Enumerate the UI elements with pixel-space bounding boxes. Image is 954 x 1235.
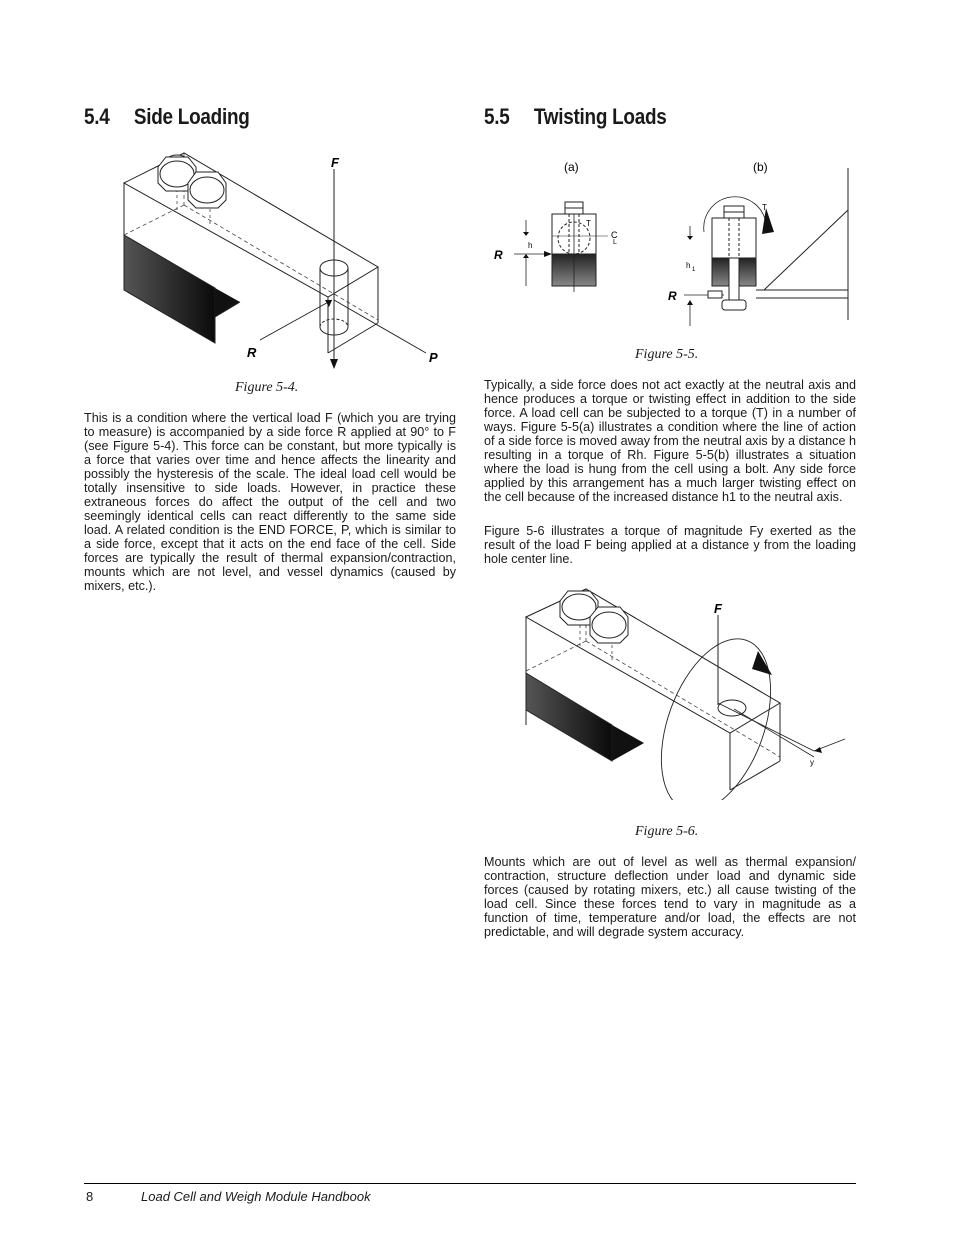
label-h1-sub: 1 (692, 267, 696, 273)
footer-title: Load Cell and Weigh Module Handbook (141, 1189, 371, 1204)
bolt-icon (188, 172, 226, 208)
figure-5-5 (484, 150, 856, 330)
figure-5-4 (100, 145, 450, 370)
figure-5-4-caption: Figure 5-4. (235, 380, 299, 395)
figure-5-6 (520, 585, 855, 800)
label-t-b: T (762, 203, 767, 212)
label-centerline-sub: L (613, 239, 617, 246)
twisting-loads-paragraph-1: Typically, a side force does not act exactly at the neutral axis and hence produces a torque or twisting effect in addition to the side force. A load cell can be subjected to a torque (T) in a number of ways. Figure 5-5(a) illustrates a condition where the line of action of a side force is moved away from the neutral axis by a distance h resulting in a torque of Rh. Figure 5-5(b) illustrates a situation where the load is hung from the cell using a bolt. Any side force applied by this arrangement has a much larger twisting effect on the cell because of the increased distance h1 to the neutral axis. (484, 378, 856, 504)
label-centerline: C (611, 230, 618, 240)
side-loading-paragraph: This is a condition where the vertical load F (which you are trying to measure) is accompanied by a side force R applied at 90° to F (see Figure 5-4). This force can be constant, but more typically is a force that varies over time and hence affects the linearity and possibly the hysteresis of the scale. The ideal load cell would be totally insensitive to side loads. However, in practice these extraneous forces do affect the output of the cell and two seemingly identical cells can react differently to the same side load. A related condition is the END FORCE, P, which is similar to a side force, except that it acts on the end face of the cell. Side forces are typically the result of thermal expansion/contraction, mounts which are not level, and vessel dynamics (caused by mixers, etc.). (84, 411, 456, 593)
figure-5-6-caption: Figure 5-6. (635, 824, 699, 839)
label-y: y (810, 758, 814, 767)
label-r-a: R (494, 248, 503, 262)
label-b: (b) (753, 160, 768, 174)
label-h: h (528, 241, 533, 250)
label-r-b: R (668, 289, 677, 303)
section-title: Side Loading (133, 104, 250, 129)
page-number: 8 (86, 1189, 94, 1204)
label-t-a: T (586, 219, 591, 228)
label-h1: h (686, 261, 691, 270)
figure-5-5-caption: Figure 5-5. (635, 347, 699, 362)
section-number: 5.4 (84, 104, 110, 129)
section-heading-side-loading (84, 104, 250, 130)
label-f: F (331, 155, 339, 170)
section-number: 5.5 (484, 104, 510, 129)
bolt-icon (590, 607, 628, 643)
twisting-loads-paragraph-3: Mounts which are out of level as well as thermal expansion/ contraction, structure deflection under load and dynamic side forces (caused by rotating mixers, etc.) all cause twisting of the load cell. Since these forces tend to vary in magnitude as a function of time, temperature and/or load, the effects are not predictable, and will degrade system accuracy. (484, 855, 856, 939)
label-f: F (714, 601, 722, 616)
section-title: Twisting Loads (533, 104, 667, 129)
label-p: P (429, 350, 438, 365)
section-heading-twisting-loads (484, 104, 667, 130)
footer-rule (84, 1183, 856, 1184)
label-r: R (247, 345, 257, 360)
label-a: (a) (564, 160, 579, 174)
twisting-loads-paragraph-2: Figure 5-6 illustrates a torque of magnitude Fy exerted as the result of the load F being applied at a distance y from the loading hole center line. (484, 524, 856, 566)
